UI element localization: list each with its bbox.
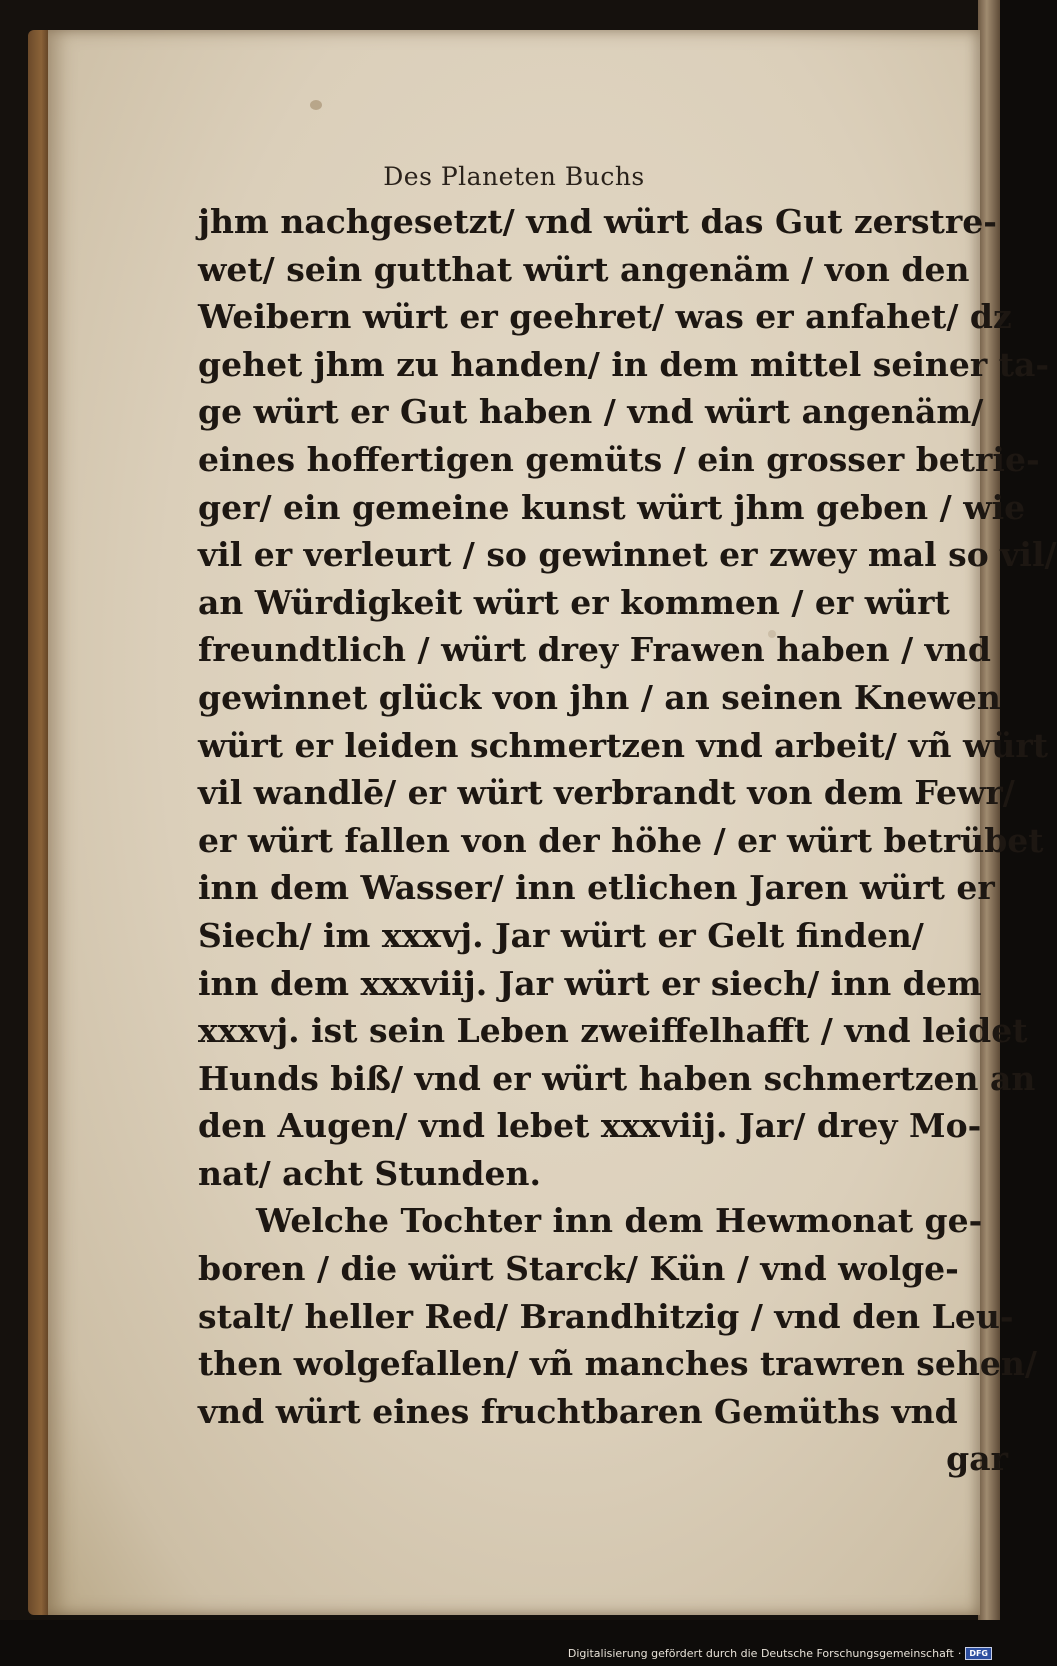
text-line: jhm nachgesetzt/ vnd würt das Gut zerstre- xyxy=(198,202,997,241)
text-line: freundtlich / würt drey Frawen haben / vnd xyxy=(198,630,991,670)
text-line: den Augen/ vnd lebet xxxviij. Jar/ drey Mo- xyxy=(198,1106,982,1146)
text-line: ge würt er Gut haben / vnd würt angenäm/ xyxy=(198,392,984,432)
running-header: Des Planeten Buchs xyxy=(383,162,645,191)
paragraph-start-line: Welche Tochter inn dem Hewmonat ge- xyxy=(256,1201,983,1241)
text-line: boren / die würt Starck/ Kün / vnd wolge- xyxy=(198,1249,959,1289)
text-line: er würt fallen von der höhe / er würt betrübet xyxy=(198,820,1044,860)
text-line: vil er verleurt / so gewinnet er zwey mal so vil/ xyxy=(198,535,1057,575)
text-line: nat/ acht Stunden. xyxy=(198,1153,541,1193)
text-line: wet/ sein gutthat würt angenäm / von den xyxy=(198,249,970,289)
text-line: Weibern würt er geehret/ was er anfahet/ dz xyxy=(198,297,1012,337)
text-line: gehet jhm zu handen/ in dem mittel seiner ta- xyxy=(198,344,1050,384)
text-line: gewinnet glück von jhn / an seinen Knewen xyxy=(198,677,1001,717)
text-line: inn dem xxxviij. Jar würt er siech/ inn dem xyxy=(198,963,982,1003)
text-line: ger/ ein gemeine kunst würt jhm geben / wie xyxy=(198,487,1026,527)
text-line: an Würdigkeit würt er kommen / er würt xyxy=(198,582,950,622)
catchword: gar xyxy=(946,1439,1008,1479)
text-line: vil wandlē/ er würt verbrandt von dem Fewr/ xyxy=(198,773,1015,813)
stain-mark xyxy=(310,100,322,110)
text-line: Siech/ im xxxvj. Jar würt er Gelt finden/ xyxy=(198,915,924,955)
dfg-logo: DFG xyxy=(965,1647,992,1660)
text-line: stalt/ heller Red/ Brandhitzig / vnd den Leu- xyxy=(198,1296,1014,1336)
text-line: inn dem Wasser/ inn etlichen Jaren würt er xyxy=(198,868,995,908)
text-line: Hunds biß/ vnd er würt haben schmertzen an xyxy=(198,1058,1036,1098)
book-page xyxy=(48,30,1057,1615)
digitization-footer: Digitalisierung gefördert durch die Deutsche Forschungsgemeinschaft · DFG xyxy=(568,1647,992,1660)
text-line: xxxvj. ist sein Leben zweiffelhafft / vnd leidet xyxy=(198,1011,1028,1051)
footer-credit: Digitalisierung gefördert durch die Deutsche Forschungsgemeinschaft xyxy=(567,1647,954,1660)
text-line: vnd würt eines fruchtbaren Gemüths vnd xyxy=(198,1391,958,1431)
text-line: würt er leiden schmertzen vnd arbeit/ vñ würt xyxy=(198,725,1049,765)
text-line: then wolgefallen/ vñ manches trawren sehen/ xyxy=(198,1344,1037,1384)
page-text xyxy=(198,198,1057,1483)
book-cover-edge xyxy=(28,30,50,1615)
text-line: eines hoffertigen gemüts / ein grosser betrie- xyxy=(198,439,1040,479)
